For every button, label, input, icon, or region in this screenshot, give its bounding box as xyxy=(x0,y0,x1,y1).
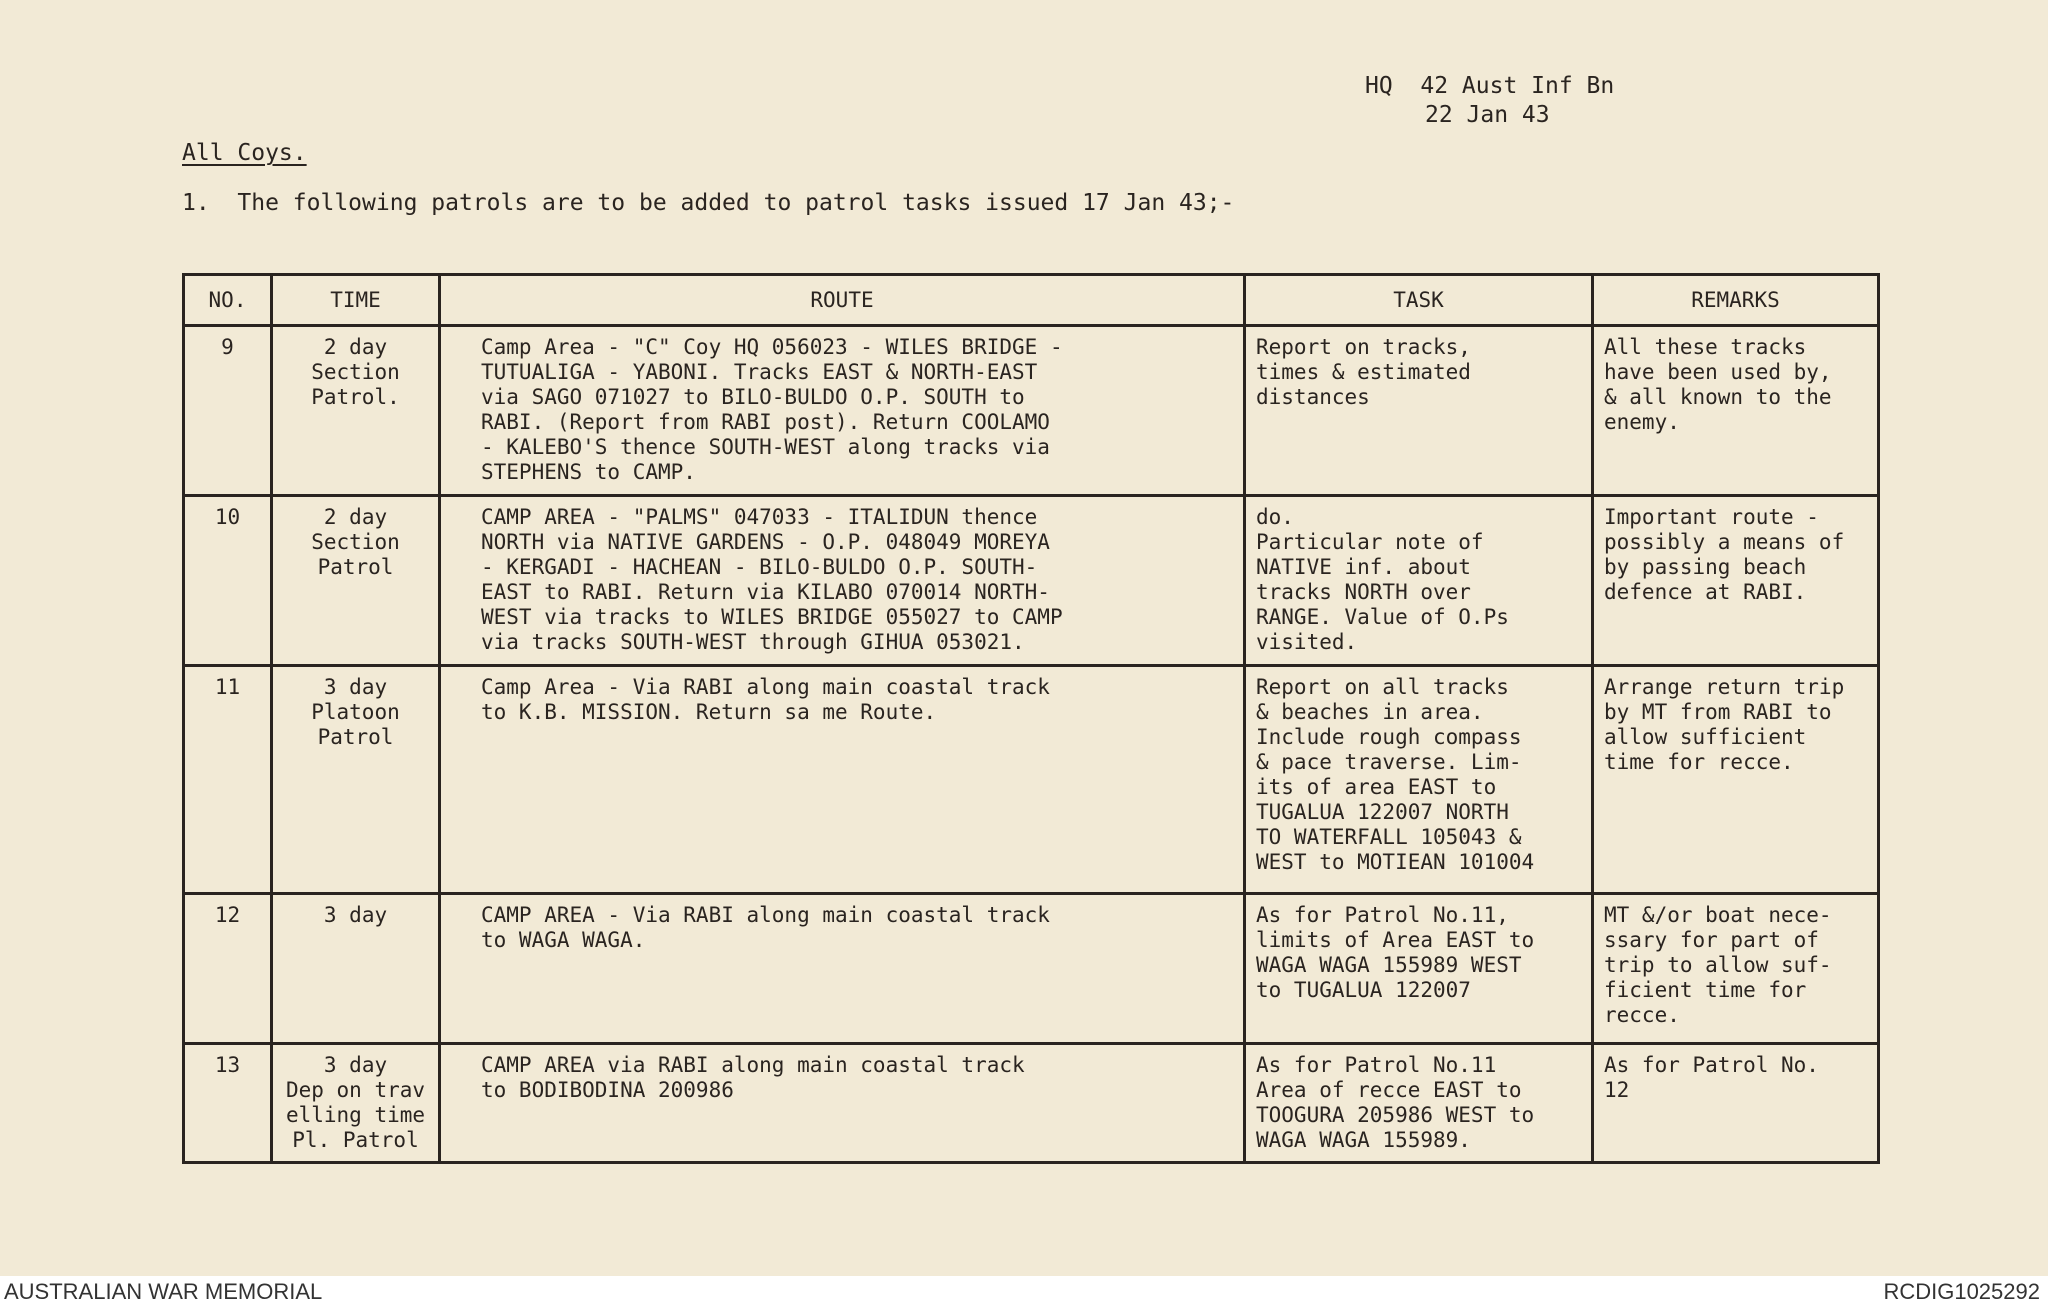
cell-remarks: All these tracks have been used by, & all known to the enemy. xyxy=(1593,326,1879,496)
paragraph-number: 1. xyxy=(182,190,210,216)
cell-no: 12 xyxy=(184,894,272,1044)
cell-time: 3 day Platoon Patrol xyxy=(272,666,440,894)
cell-time: 2 day Section Patrol xyxy=(272,496,440,666)
unit-line: HQ 42 Aust Inf Bn xyxy=(1365,73,1615,99)
cell-remarks: As for Patrol No. 12 xyxy=(1593,1044,1879,1163)
column-header-task: TASK xyxy=(1245,275,1593,326)
cell-remarks: Important route - possibly a means of by passing beach defence at RABI. xyxy=(1593,496,1879,666)
column-header-remarks: REMARKS xyxy=(1593,275,1879,326)
paragraph-text: The following patrols are to be added to patrol tasks issued 17 Jan 43;- xyxy=(237,190,1235,216)
cell-task: As for Patrol No.11 Area of recce EAST to TOOGURA 205986 WEST to WAGA WAGA 155989. xyxy=(1245,1044,1593,1163)
column-header-time: TIME xyxy=(272,275,440,326)
cell-task: do. Particular note of NATIVE inf. about tracks NORTH over RANGE. Value of O.Ps visited. xyxy=(1245,496,1593,666)
cell-remarks: Arrange return trip by MT from RABI to allow sufficient time for recce. xyxy=(1593,666,1879,894)
cell-task: Report on all tracks & beaches in area. Include rough compass & pace traverse. Lim- its of area EAST to TUGALUA 122007 NORTH TO WATERFALL 105043 & WEST to MOTIEAN 101004 xyxy=(1245,666,1593,894)
column-header-route: ROUTE xyxy=(440,275,1245,326)
table-row xyxy=(184,326,1879,496)
cell-route: CAMP AREA - "PALMS" 047033 - ITALIDUN thence NORTH via NATIVE GARDENS - O.P. 048049 MOREYA - KERGADI - HACHEAN - BILO-BULDO O.P. SOUTH- EAST to RABI. Return via KILABO 070014 NORTH- WEST via tracks to WILES BRIDGE 055027 to CAMP via tracks SOUTH-WEST through GIHUA 053021. xyxy=(440,496,1245,666)
cell-task: As for Patrol No.11, limits of Area EAST to WAGA WAGA 155989 WEST to TUGALUA 122007 xyxy=(1245,894,1593,1044)
table-header-row xyxy=(184,275,1879,326)
cell-route: CAMP AREA via RABI along main coastal track to BODIBODINA 200986 xyxy=(440,1044,1245,1163)
cell-route: Camp Area - "C" Coy HQ 056023 - WILES BRIDGE - TUTUALIGA - YABONI. Tracks EAST & NORTH-EAST via SAGO 071027 to BILO-BULDO O.P. SOUTH to RABI. (Report from RABI post). Return COOLAMO - KALEBO'S thence SOUTH-WEST along tracks via STEPHENS to CAMP. xyxy=(440,326,1245,496)
table-row xyxy=(184,496,1879,666)
cell-route: CAMP AREA - Via RABI along main coastal track to WAGA WAGA. xyxy=(440,894,1245,1044)
cell-no: 11 xyxy=(184,666,272,894)
table-row xyxy=(184,666,1879,894)
date-line: 22 Jan 43 xyxy=(1425,102,1550,128)
cell-no: 13 xyxy=(184,1044,272,1163)
table-row xyxy=(184,1044,1879,1163)
cell-route: Camp Area - Via RABI along main coastal track to K.B. MISSION. Return sa me Route. xyxy=(440,666,1245,894)
archive-footer xyxy=(0,1276,2048,1311)
archive-name: AUSTRALIAN WAR MEMORIAL xyxy=(4,1279,323,1304)
cell-time: 2 day Section Patrol. xyxy=(272,326,440,496)
paragraph-1 xyxy=(182,190,1234,216)
table-row xyxy=(184,894,1879,1044)
patrol-table xyxy=(182,273,1880,1164)
addressee: All Coys. xyxy=(182,140,307,166)
cell-no: 9 xyxy=(184,326,272,496)
cell-no: 10 xyxy=(184,496,272,666)
document-header xyxy=(1365,72,1614,130)
archive-id: RCDIG1025292 xyxy=(1883,1279,2040,1304)
column-header-no: NO. xyxy=(184,275,272,326)
cell-task: Report on tracks, times & estimated distances xyxy=(1245,326,1593,496)
cell-time: 3 day xyxy=(272,894,440,1044)
cell-time: 3 day Dep on trav elling time Pl. Patrol xyxy=(272,1044,440,1163)
cell-remarks: MT &/or boat nece- ssary for part of trip to allow suf- ficient time for recce. xyxy=(1593,894,1879,1044)
